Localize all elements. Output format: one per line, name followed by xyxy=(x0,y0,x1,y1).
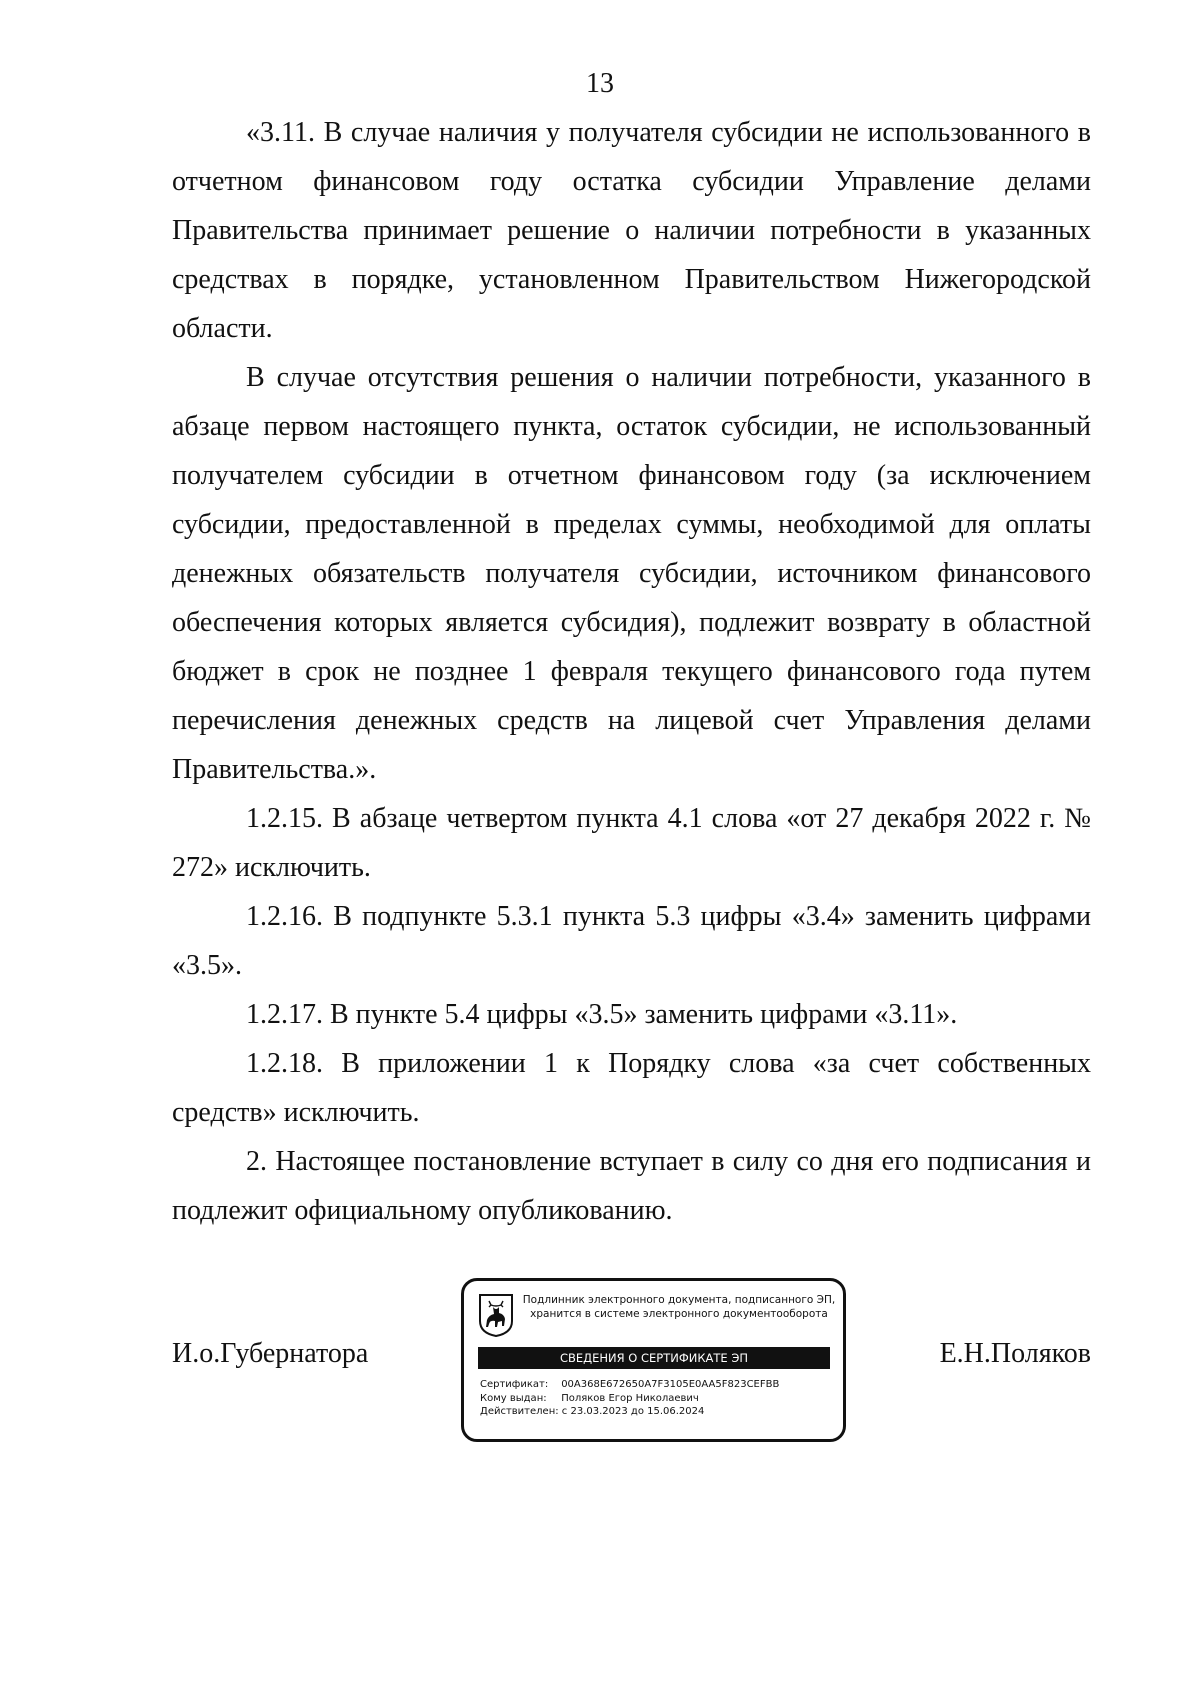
page-number: 13 xyxy=(586,68,614,99)
electronic-signature-stamp xyxy=(461,1278,846,1442)
signer-name: Е.Н.Поляков xyxy=(939,1338,1091,1369)
certificate-value: 00A368E672650A7F3105E0AA5F823CEFBB xyxy=(561,1379,780,1390)
deer-emblem-icon xyxy=(478,1293,514,1337)
paragraph-1-2-18: 1.2.18. В приложении 1 к Порядку слова «за счет собственных средств» исключить. xyxy=(172,1048,1091,1128)
stamp-details xyxy=(480,1378,830,1419)
paragraph-3-11: «3.11. В случае наличия у получателя субсидии не использованного в отчетном финансовом году остатка субсидии Управление делами Правительства принимает решение о наличии потребности в указанных средствах в порядке, установленном Правительством Нижегородской области. xyxy=(172,117,1091,344)
validity-value: с 23.03.2023 до 15.06.2024 xyxy=(561,1406,705,1417)
paragraph-effective-date: 2. Настоящее постановление вступает в силу со дня его подписания и подлежит официальному опубликованию. xyxy=(172,1146,1091,1226)
paragraph-1-2-15: 1.2.15. В абзаце четвертом пункта 4.1 слова «от 27 декабря 2022 г. № 272» исключить. xyxy=(172,803,1091,883)
issued-to-line xyxy=(480,1392,830,1406)
signature-block xyxy=(0,1278,1200,1458)
paragraph-1-2-17: 1.2.17. В пункте 5.4 цифры «3.5» заменить цифрами «3.11». xyxy=(246,999,958,1030)
issued-to-value: Поляков Егор Николаевич xyxy=(561,1392,699,1404)
certificate-line xyxy=(480,1378,830,1392)
stamp-header xyxy=(520,1293,838,1321)
issued-to-label: Кому выдан: xyxy=(480,1392,547,1404)
stamp-header-line-2: хранится в системе электронного документооборота xyxy=(530,1308,828,1320)
validity-line xyxy=(480,1405,830,1419)
validity-label: Действителен: xyxy=(480,1406,559,1417)
stamp-title-bar: СВЕДЕНИЯ О СЕРТИФИКАТЕ ЭП xyxy=(478,1347,830,1369)
certificate-label: Сертификат: xyxy=(480,1379,549,1390)
paragraph-1-2-16: 1.2.16. В подпункте 5.3.1 пункта 5.3 цифры «3.4» заменить цифрами «3.5». xyxy=(172,901,1091,981)
signer-position: И.о.Губернатора xyxy=(172,1338,369,1369)
stamp-header-line-1: Подлинник электронного документа, подписанного ЭП, xyxy=(522,1294,836,1306)
document-body xyxy=(172,108,1091,1235)
paragraph-balance-return: В случае отсутствия решения о наличии потребности, указанного в абзаце первом настоящего пункта, остаток субсидии, не использованный получателем субсидии в отчетном финансовом году (за исключением субсидии, предоставленной в пределах суммы, необходимой для оплаты денежных обязательств получателя субсидии, источником финансового обеспечения которых является субсидия), подлежит возврату в областной бюджет в срок не позднее 1 февраля текущего финансового года путем перечисления денежных средств на лицевой счет Управления делами Правительства.». xyxy=(172,362,1091,785)
